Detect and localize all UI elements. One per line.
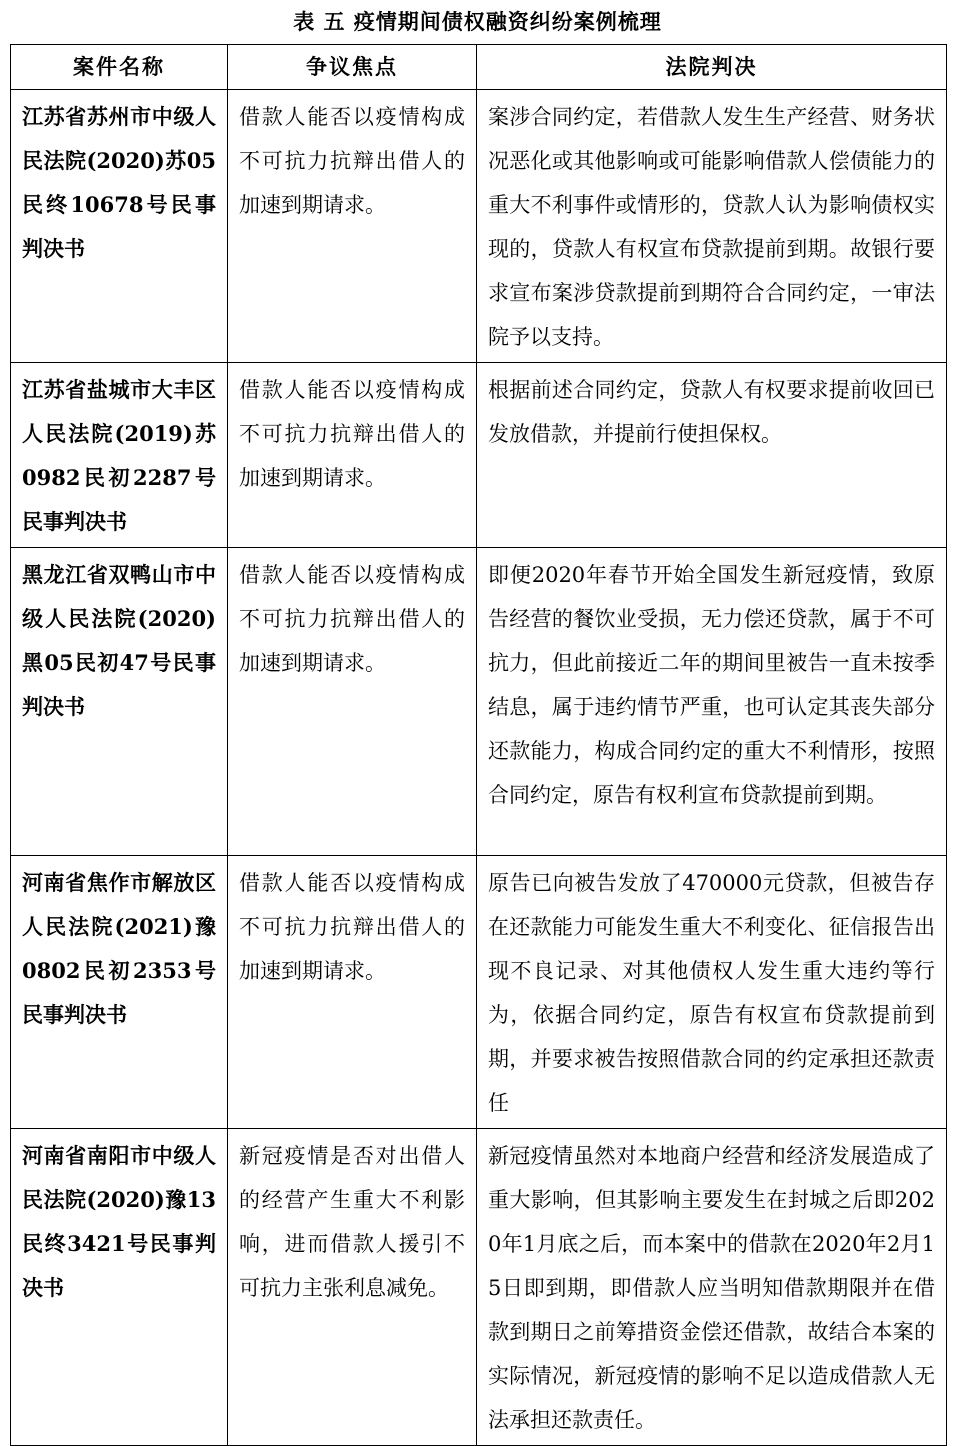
table-row — [11, 548, 947, 856]
issue-cell: 借款人能否以疫情构成不可抗力抗辩出借人的加速到期请求。 — [228, 856, 477, 1129]
table-row — [11, 90, 947, 363]
table-row — [11, 856, 947, 1129]
case-name-cell: 江苏省盐城市大丰区人民法院(2019)苏0982民初2287号民事判决书 — [11, 363, 228, 548]
case-table — [10, 44, 947, 1446]
issue-cell: 借款人能否以疫情构成不可抗力抗辩出借人的加速到期请求。 — [228, 90, 477, 363]
case-name-cell: 河南省焦作市解放区人民法院(2021)豫0802民初2353号民事判决书 — [11, 856, 228, 1129]
ruling-cell: 案涉合同约定，若借款人发生生产经营、财务状况恶化或其他影响或可能影响借款人偿债能力的重大不利事件或情形的，贷款人认为影响债权实现的，贷款人有权宣布贷款提前到期。故银行要求宣布案涉贷款提前到期符合合同约定，一审法院予以支持。 — [477, 90, 947, 363]
header-ruling: 法院判决 — [477, 45, 947, 90]
header-case-name: 案件名称 — [11, 45, 228, 90]
header-row — [11, 45, 947, 90]
issue-cell: 借款人能否以疫情构成不可抗力抗辩出借人的加速到期请求。 — [228, 548, 477, 856]
table-row — [11, 363, 947, 548]
table-row — [11, 1129, 947, 1446]
case-name-cell: 河南省南阳市中级人民法院(2020)豫13民终3421号民事判决书 — [11, 1129, 228, 1446]
header-issue: 争议焦点 — [228, 45, 477, 90]
case-name-cell: 黑龙江省双鸭山市中级人民法院(2020)黑05民初47号民事判决书 — [11, 548, 228, 856]
issue-cell: 借款人能否以疫情构成不可抗力抗辩出借人的加速到期请求。 — [228, 363, 477, 548]
table-caption: 表 五 疫情期间债权融资纠纷案例梳理 — [293, 9, 662, 34]
ruling-cell: 根据前述合同约定，贷款人有权要求提前收回已发放借款，并提前行使担保权。 — [477, 363, 947, 548]
ruling-cell: 原告已向被告发放了470000元贷款，但被告存在还款能力可能发生重大不利变化、征信报告出现不良记录、对其他债权人发生重大违约等行为，依据合同约定，原告有权宣布贷款提前到期，并要求被告按照借款合同的约定承担还款责任 — [477, 856, 947, 1129]
ruling-cell: 即便2020年春节开始全国发生新冠疫情，致原告经营的餐饮业受损，无力偿还贷款，属于不可抗力，但此前接近二年的期间里被告一直未按季结息，属于违约情节严重，也可认定其丧失部分还款能力，构成合同约定的重大不利情形，按照合同约定，原告有权利宣布贷款提前到期。 — [477, 548, 947, 856]
ruling-cell: 新冠疫情虽然对本地商户经营和经济发展造成了重大影响，但其影响主要发生在封城之后即2020年1月底之后，而本案中的借款在2020年2月15日即到期，即借款人应当明知借款期限并在借款到期日之前筹措资金偿还借款，故结合本案的实际情况，新冠疫情的影响不足以造成借款人无法承担还款责任。 — [477, 1129, 947, 1446]
case-name-cell: 江苏省苏州市中级人民法院(2020)苏05民终10678号民事判决书 — [11, 90, 228, 363]
issue-cell: 新冠疫情是否对出借人的经营产生重大不利影响，进而借款人援引不可抗力主张利息减免。 — [228, 1129, 477, 1446]
